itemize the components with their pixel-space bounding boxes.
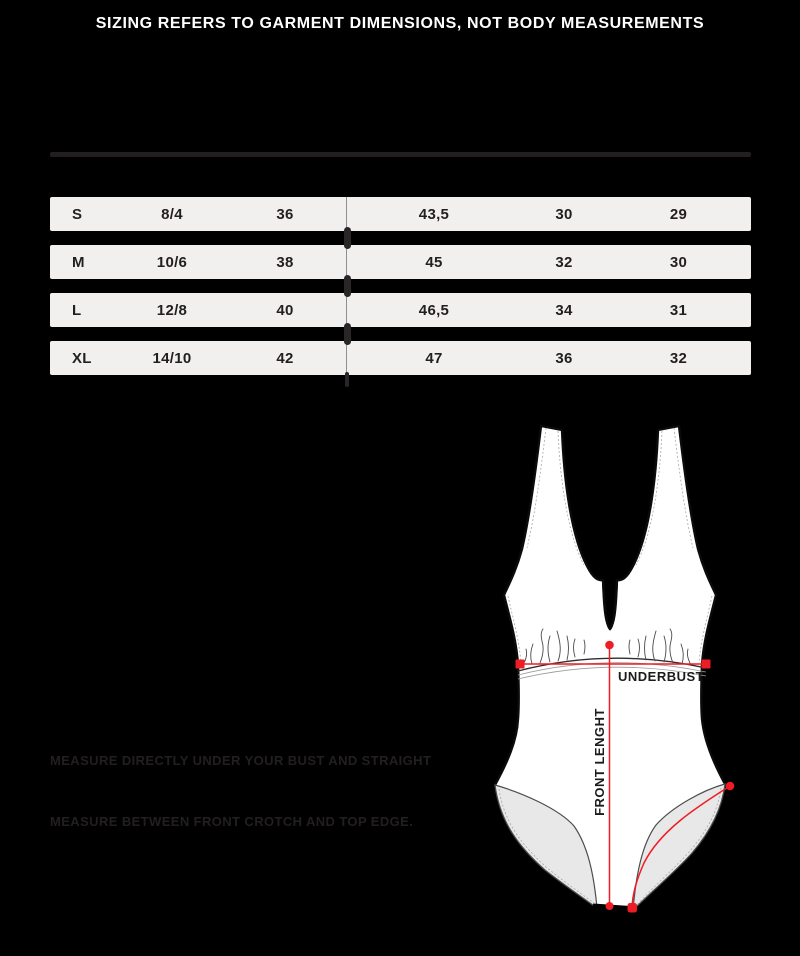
swimsuit-diagram (460, 423, 760, 923)
crotch-right-marker (628, 903, 638, 913)
underbust-label: UNDERBUST (618, 669, 705, 684)
measure-underbust: 30 (555, 205, 573, 223)
front-length-label: FRONT LENGHT (592, 708, 607, 816)
size-label: M (72, 253, 85, 271)
size-eu: 38 (276, 253, 294, 271)
front-length-top-marker (605, 641, 614, 650)
size-label: XL (72, 349, 92, 367)
size-eu: 42 (276, 349, 294, 367)
size-row-m (50, 245, 751, 279)
underbust-instruction: MEASURE DIRECTLY UNDER YOUR BUST AND STRAIGHT (50, 753, 432, 768)
size-label: L (72, 301, 82, 319)
measure-underbust: 34 (555, 301, 573, 319)
underbust-right-marker (702, 660, 711, 669)
size-us-uk: 12/8 (156, 301, 188, 319)
size-row-xl (50, 341, 751, 375)
hip-right-marker (726, 782, 735, 791)
underbust-left-marker (516, 660, 525, 669)
size-us-uk: 8/4 (161, 205, 183, 223)
measure-front-length: 47 (425, 349, 443, 367)
size-row-l (50, 293, 751, 327)
measure-underbust: 36 (555, 349, 573, 367)
size-label: S (72, 205, 83, 223)
divider-pill (344, 275, 351, 297)
measure-front-length: 43,5 (418, 205, 450, 223)
measure-underbust: 32 (555, 253, 573, 271)
size-eu: 40 (276, 301, 294, 319)
measure-extra: 31 (669, 301, 688, 319)
size-us-uk: 10/6 (156, 253, 188, 271)
size-row-s (50, 197, 751, 231)
size-eu: 36 (276, 205, 294, 223)
front-length-instruction: MEASURE BETWEEN FRONT CROTCH AND TOP EDGE. (50, 814, 414, 829)
divider-pill (344, 227, 351, 249)
size-us-uk: 14/10 (152, 349, 192, 367)
divider-pill (345, 372, 349, 387)
front-length-bottom-marker (606, 902, 614, 910)
measure-front-length: 46,5 (418, 301, 450, 319)
divider-pill (344, 323, 351, 345)
measure-front-length: 45 (425, 253, 443, 271)
page-title: SIZING REFERS TO GARMENT DIMENSIONS, NOT BODY MEASUREMENTS (95, 15, 705, 32)
table-top-bar (50, 152, 751, 157)
measure-extra: 32 (669, 349, 688, 367)
size-table (50, 197, 751, 389)
measure-extra: 30 (669, 253, 688, 271)
measure-extra: 29 (669, 205, 688, 223)
